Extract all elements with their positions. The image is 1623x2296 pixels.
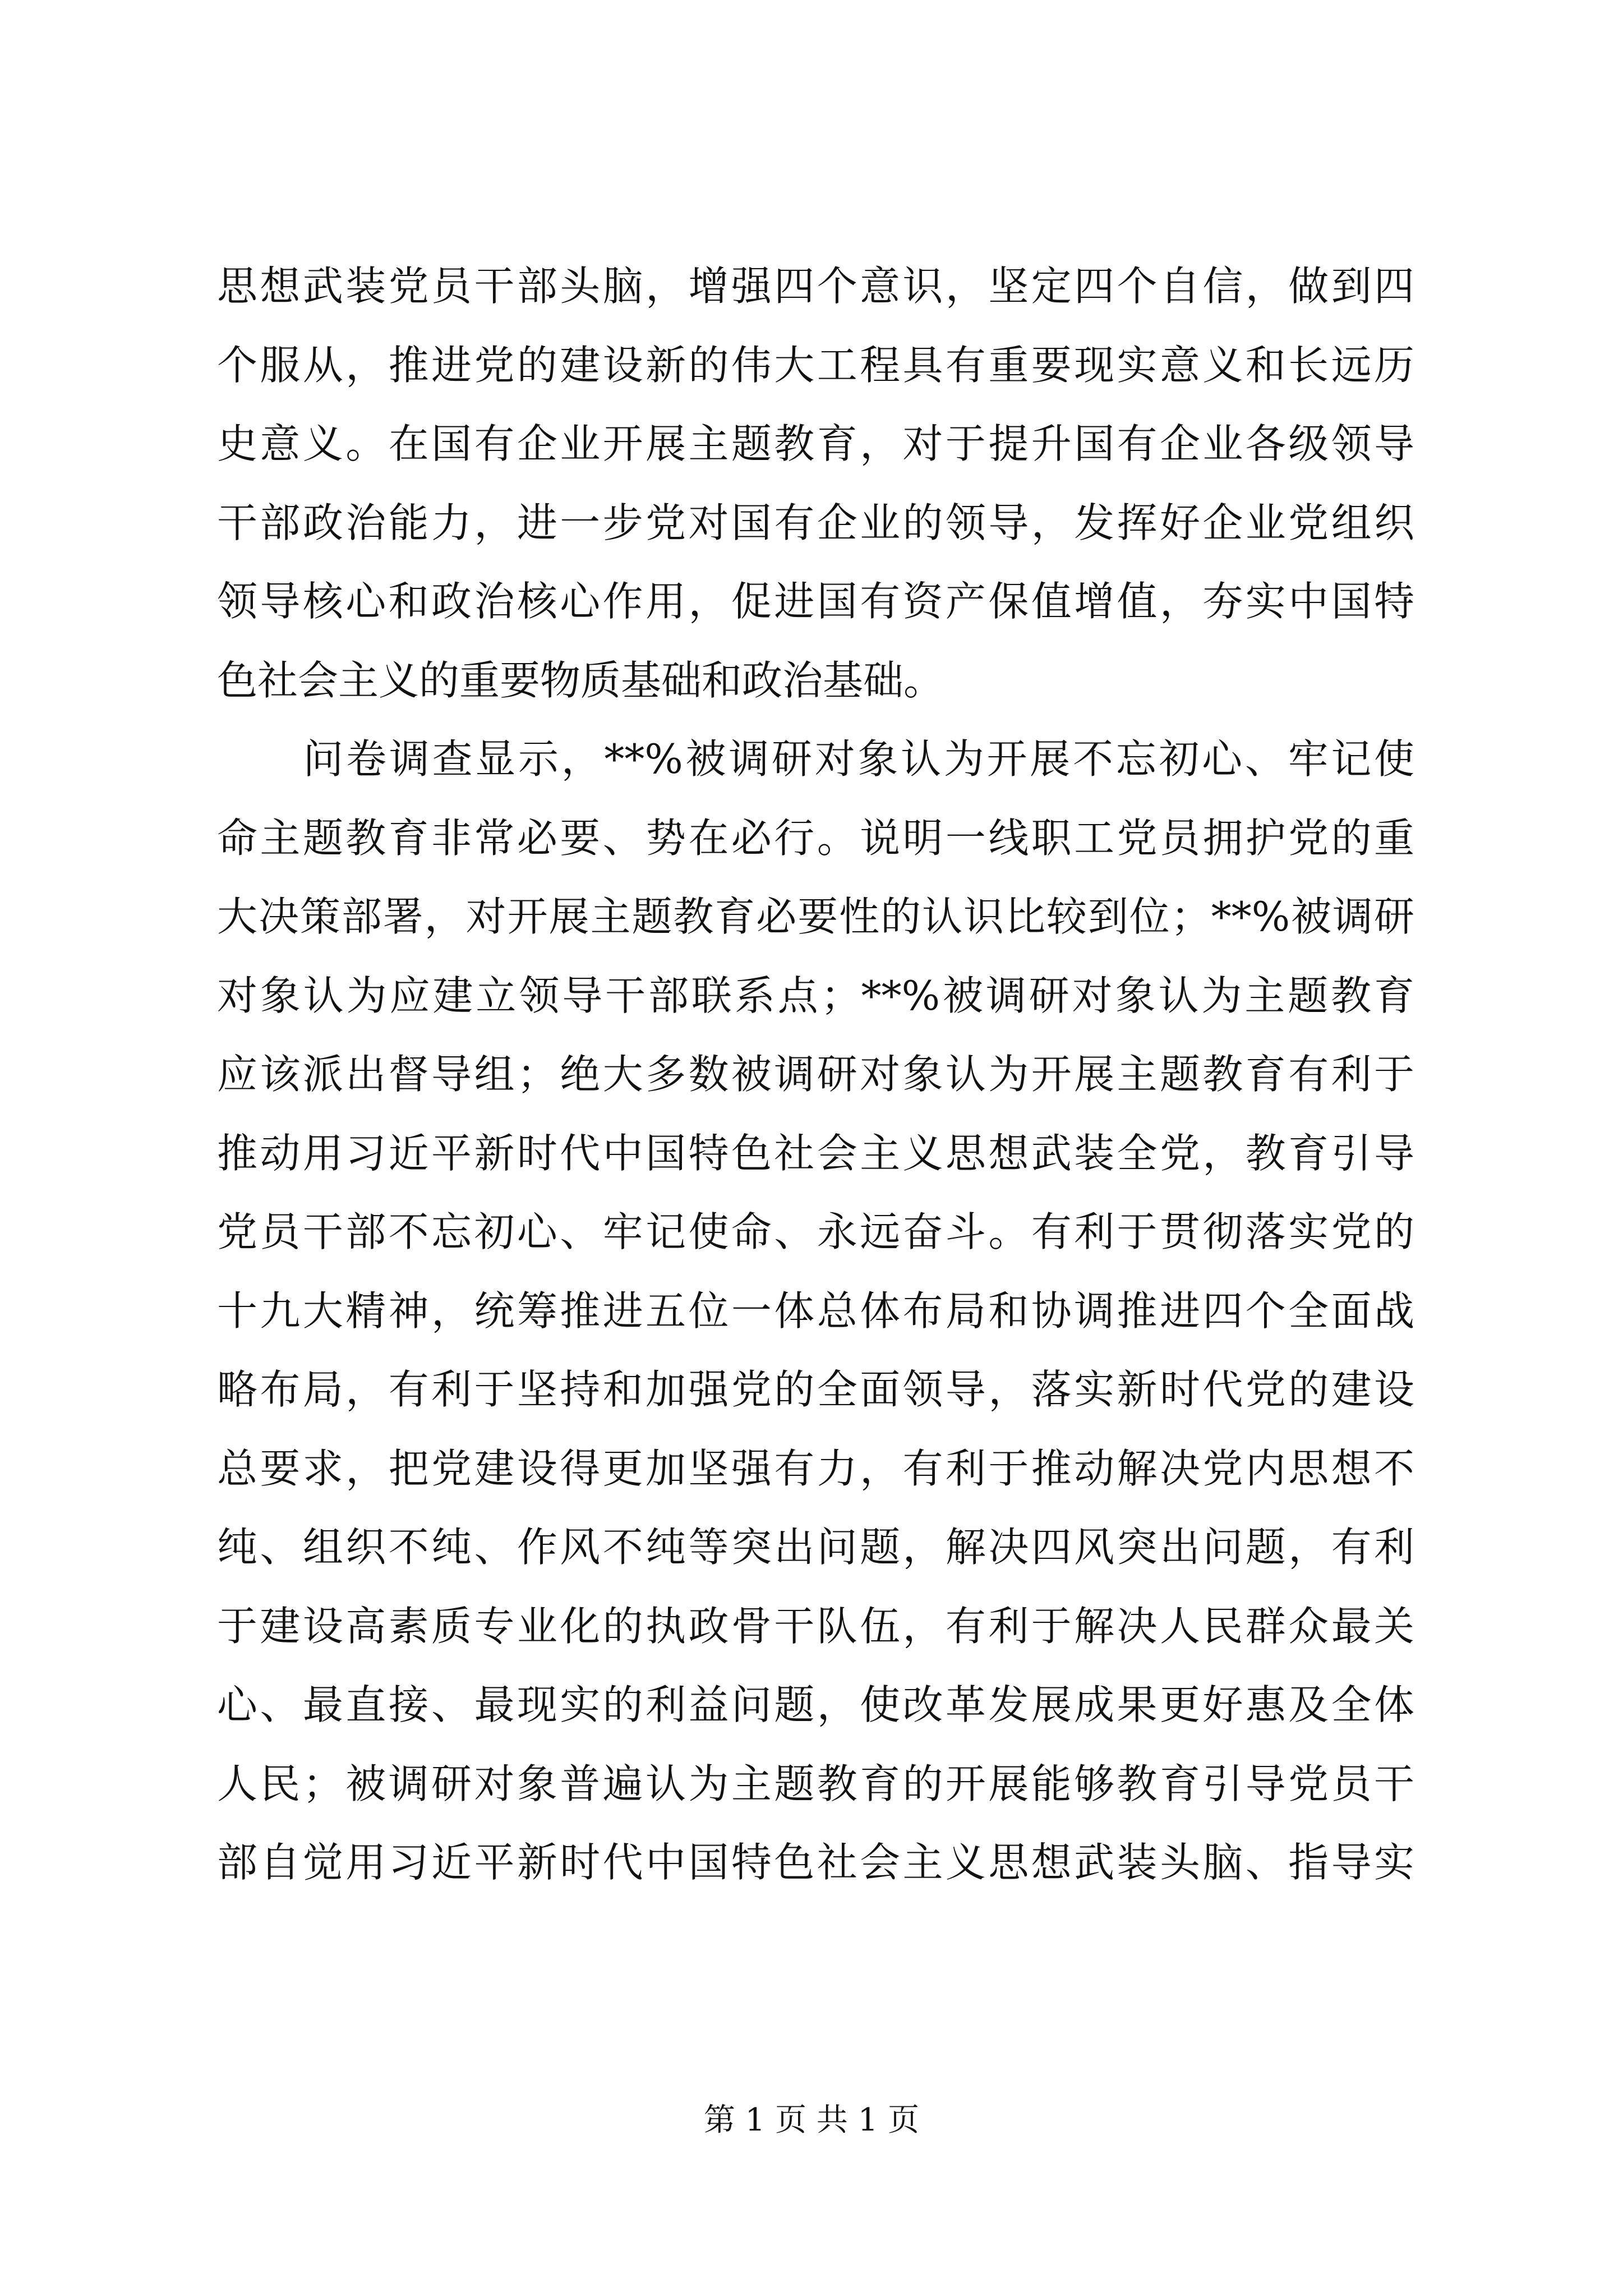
body-text	[217, 247, 1414, 1902]
paragraph-2-line-3: 大决策部署，对开展主题教育必要性的认识比较到位；**%被调研	[217, 893, 1414, 940]
paragraph-2-line-5: 应该派出督导组；绝大多数被调研对象认为开展主题教育有利于	[217, 1051, 1414, 1098]
paragraph-1-line-2: 个服从，推进党的建设新的伟大工程具有重要现实意义和长远历	[217, 341, 1414, 389]
paragraph-1-line-3: 史意义。在国有企业开展主题教育，对于提升国有企业各级领导	[217, 420, 1414, 467]
paragraph-1-line-1: 思想武装党员干部头脑，增强四个意识，坚定四个自信，做到四	[217, 263, 1414, 310]
paragraph-2-line-12: 于建设高素质专业化的执政骨干队伍，有利于解决人民群众最关	[217, 1602, 1414, 1650]
paragraph-2-line-4: 对象认为应建立领导干部联系点；**%被调研对象认为主题教育	[217, 972, 1414, 1019]
paragraph-2-line-15: 部自觉用习近平新时代中国特色社会主义思想武装头脑、指导实	[217, 1839, 1414, 1886]
paragraph-2-line-8: 十九大精神，统筹推进五位一体总体布局和协调推进四个全面战	[217, 1287, 1414, 1335]
paragraph-2-line-1: 问卷调查显示，**%被调研对象认为开展不忘初心、牢记使	[217, 735, 1414, 783]
paragraph-2-line-11: 纯、组织不纯、作风不纯等突出问题，解决四风突出问题，有利	[217, 1524, 1414, 1571]
paragraph-2-line-2: 命主题教育非常必要、势在必行。说明一线职工党员拥护党的重	[217, 814, 1414, 862]
paragraph-1-line-6: 色社会主义的重要物质基础和政治基础。	[217, 656, 944, 704]
paragraph-1-line-4: 干部政治能力，进一步党对国有企业的领导，发挥好企业党组织	[217, 499, 1414, 546]
paragraph-2-line-7: 党员干部不忘初心、牢记使命、永远奋斗。有利于贯彻落实党的	[217, 1208, 1414, 1255]
paragraph-2-line-10: 总要求，把党建设得更加坚强有力，有利于推动解决党内思想不	[217, 1444, 1414, 1492]
paragraph-2-line-6: 推动用习近平新时代中国特色社会主义思想武装全党，教育引导	[217, 1129, 1414, 1177]
page-number-footer: 第 1 页 共 1 页	[703, 2102, 920, 2138]
paragraph-2-line-13: 心、最直接、最现实的利益问题，使改革发展成果更好惠及全体	[217, 1681, 1414, 1728]
paragraph-2-line-14: 人民；被调研对象普遍认为主题教育的开展能够教育引导党员干	[217, 1760, 1414, 1807]
paragraph-1-line-5: 领导核心和政治核心作用，促进国有资产保值增值，夯实中国特	[217, 578, 1414, 625]
paragraph-2-line-9: 略布局，有利于坚持和加强党的全面领导，落实新时代党的建设	[217, 1366, 1414, 1413]
